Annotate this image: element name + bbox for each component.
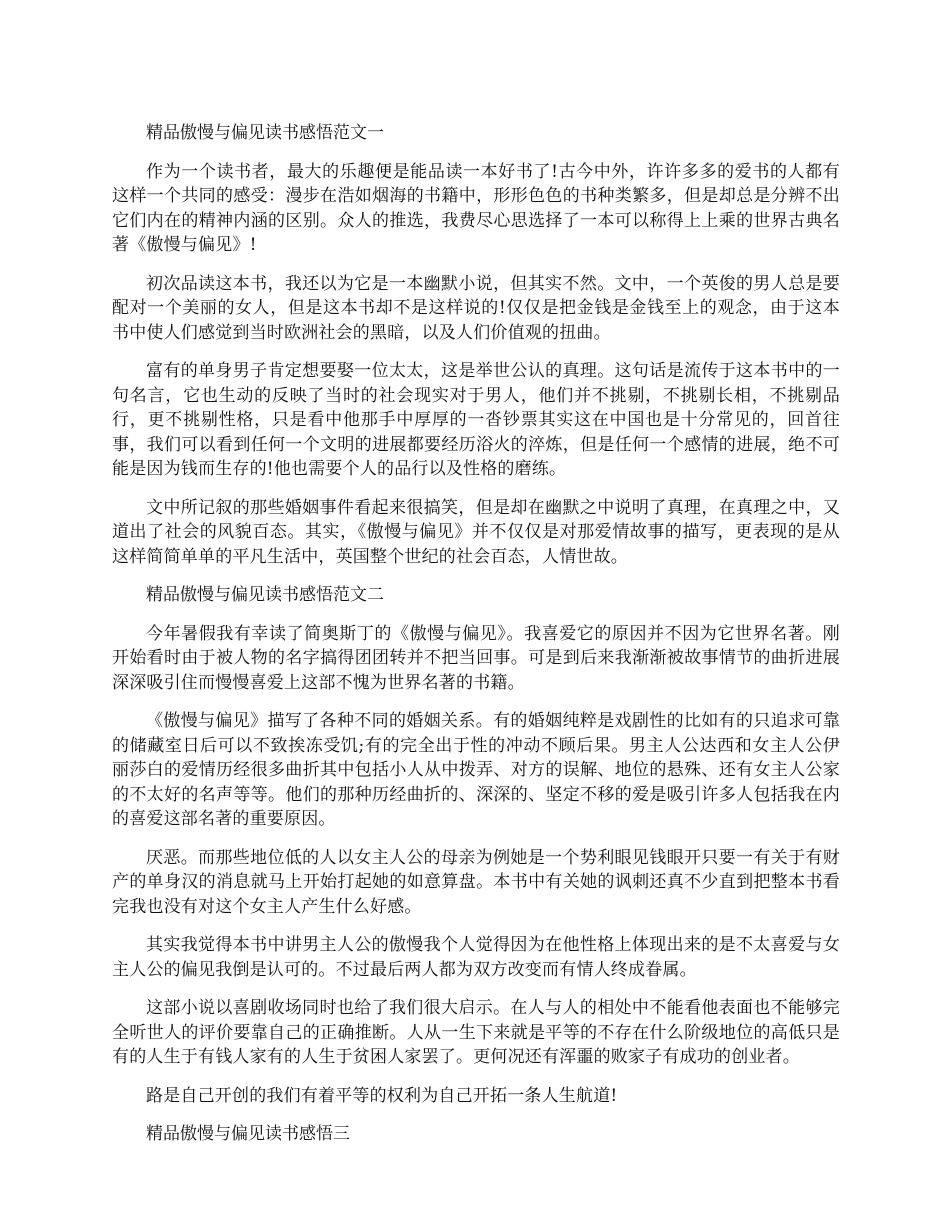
paragraph: 其实我觉得本书中讲男主人公的傲慢我个人觉得因为在他性格上体现出来的是不太喜爱与女主人公的偏见我倒是认可的。不过最后两人都为双方改变而有情人终成眷属。: [112, 935, 840, 980]
paragraph: 富有的单身男子肯定想要娶一位太太，这是举世公认的真理。这句话是流传于这本书中的一句名言，它也生动的反映了当时的社会现实对于男人，他们并不挑剔，不挑剔长相，不挑剔品行，更不挑剔性格，只是看中他那手中厚厚的一沓钞票其实这在中国也是十分常见的，回首往事，我们可以看到任何一个文明的进展都要经历浴火的淬炼，但是任何一个感情的进展，绝不可能是因为钱而生存的!他也需要个人的品行以及性格的磨练。: [112, 361, 840, 479]
section-heading-1: 精品傲慢与偏见读书感悟范文一: [146, 123, 384, 143]
paragraph: 文中所记叙的那些婚姻事件看起来很搞笑，但是却在幽默之中说明了真理，在真理之中，又道出了社会的风貌百态。其实，《傲慢与偏见》并不仅仅是对那爱情故事的描写，更表现的是从这样简简单单的平凡生活中，英国整个世纪的社会百态，人情世故。: [112, 497, 840, 567]
paragraph: 初次品读这本书，我还以为它是一本幽默小说，但其实不然。文中，一个英俊的男人总是要配对一个美丽的女人，但是这本书却不是这样说的!仅仅是把金钱是金钱至上的观念，由于这本书中使人们感觉到当时欧洲社会的黑暗，以及人们价值观的扭曲。: [112, 273, 840, 343]
section-heading-3: 精品傲慢与偏见读书感悟三: [146, 1124, 350, 1144]
paragraph: 《傲慢与偏见》描写了各种不同的婚姻关系。有的婚姻纯粹是戏剧性的比如有的只追求可靠的储藏室日后可以不致挨冻受饥;有的完全出于性的冲动不顾后果。男主人公达西和女主人公伊丽莎白的爱情历经很多曲折其中包括小人从中拨弄、对方的误解、地位的悬殊、还有女主人公家的不太好的名声等等。他们的那种历经曲折的、深深的、坚定不移的爱是吸引许多人包括我在内的喜爱这部名著的重要原因。: [112, 711, 840, 829]
paragraph: 这部小说以喜剧收场同时也给了我们很大启示。在人与人的相处中不能看他表面也不能够完全听世人的评价要靠自己的正确推断。人从一生下来就是平等的不存在什么阶级地位的高低只是有的人生于有钱人家有的人生于贫困人家罢了。更何况还有浑噩的败家子有成功的创业者。: [112, 998, 840, 1067]
section-heading-2: 精品傲慢与偏见读书感悟范文二: [146, 585, 384, 605]
paragraph: 路是自己开创的我们有着平等的权利为自己开拓一条人生航道!: [146, 1085, 618, 1106]
paragraph: 今年暑假我有幸读了简奥斯丁的《傲慢与偏见》。我喜爱它的原因并不因为它世界名著。刚开始看时由于被人物的名字搞得团团转并不把当回事。可是到后来我渐渐被故事情节的曲折进展深深吸引住而慢慢喜爱上这部不愧为世界名著的书籍。: [112, 623, 840, 693]
document-page: [112, 121, 840, 1161]
paragraph: 作为一个读书者，最大的乐趣便是能品读一本好书了!古今中外，许许多多的爱书的人都有这样一个共同的感受：漫步在浩如烟海的书籍中，形形色色的书种类繁多，但是却总是分辨不出它们内在的精神内涵的区别。众人的推选，我费尽心思选择了一本可以称得上上乘的世界古典名著《傲慢与偏见》!: [112, 161, 840, 255]
paragraph: 厌恶。而那些地位低的人以女主人公的母亲为例她是一个势利眼见钱眼开只要一有关于有财产的单身汉的消息就马上开始打起她的如意算盘。本书中有关她的讽刺还真不少直到把整本书看完我也没有对这个女主人产生什么好感。: [112, 847, 840, 917]
